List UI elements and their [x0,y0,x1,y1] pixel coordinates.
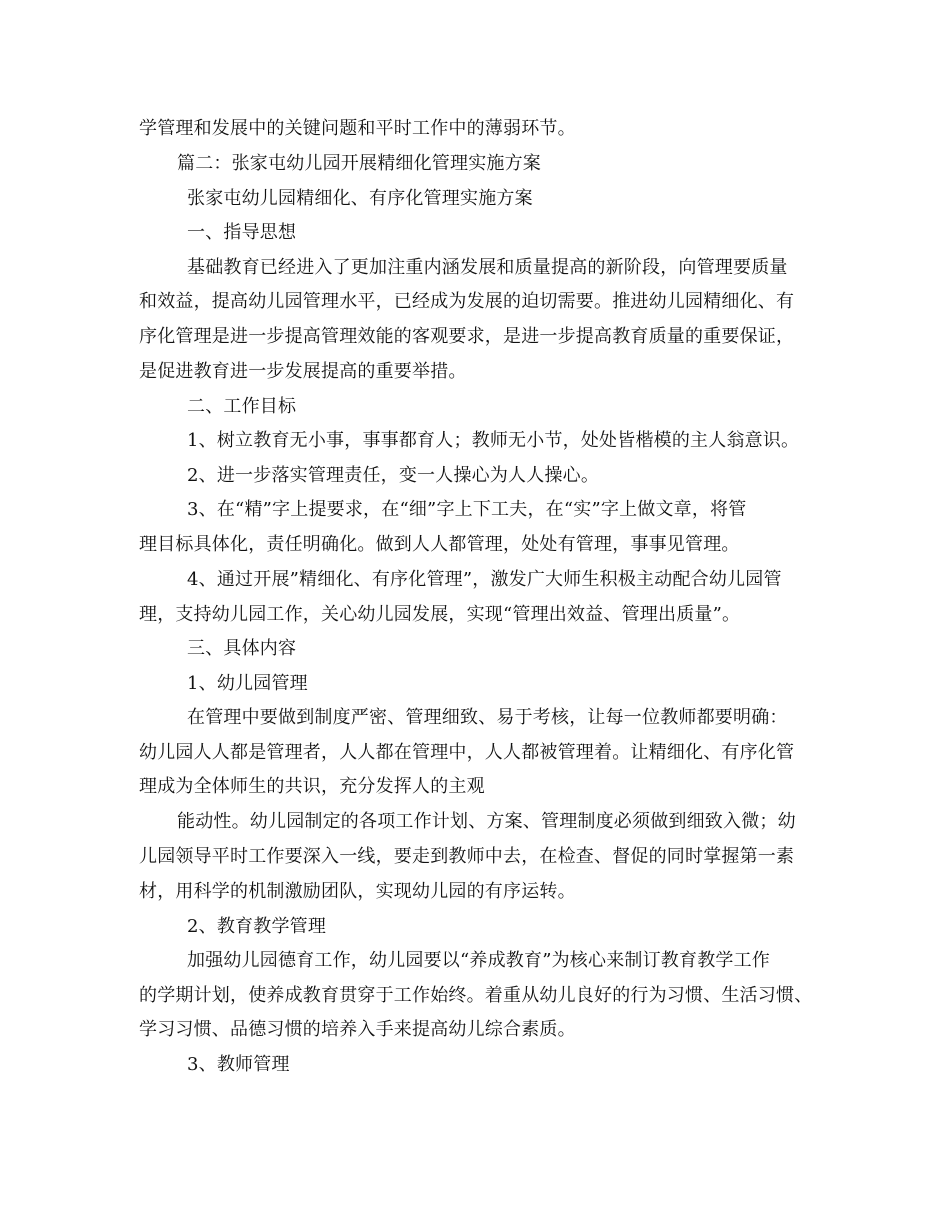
body-text-line: 能动性。幼儿园制定的各项工作计划、方案、管理制度必须做到细致入微；幼 [177,811,796,832]
body-text-line: 基础教育已经进入了更加注重内涵发展和质量提高的新阶段，向管理要质量 [187,257,788,278]
subsection-heading: 2、教育教学管理 [187,916,327,937]
body-text-line: 儿园领导平时工作要深入一线，要走到教师中去，在检查、督促的同时掌握第一素 [139,846,795,867]
body-text-line: 2、进一步落实管理责任，变一人操心为人人操心。 [187,465,600,486]
body-text-line: 是促进教育进一步发展提高的重要举措。 [139,361,467,382]
body-text-line: 理成为全体师生的共识，充分发挥人的主观 [139,776,485,797]
body-text-line: 4、通过开展”精细化、有序化管理”，激发广大师生积极主动配合幼儿园管 [187,569,782,590]
document-title: 张家屯幼儿园精细化、有序化管理实施方案 [187,188,533,209]
body-text-line: 材，用科学的机制激励团队，实现幼儿园的有序运转。 [139,881,576,902]
subsection-heading: 1、幼儿园管理 [187,673,308,694]
section-heading: 一、指导思想 [187,222,297,243]
body-text-line: 学管理和发展中的关键问题和平时工作中的薄弱环节。 [139,118,576,139]
body-text-line: 3、在“精”字上提要求，在“细”字上下工夫，在“实”字上做文章，将管 [187,499,747,520]
section-heading: 三、具体内容 [187,638,297,659]
body-text-line: 1、树立教育无小事，事事都育人；教师无小节，处处皆楷模的主人翁意识。 [187,430,800,451]
body-text-line: 序化管理是进一步提高管理效能的客观要求，是进一步提高教育质量的重要保证， [139,326,795,347]
section-heading: 二、工作目标 [187,396,297,417]
body-text-line: 幼儿园人人都是管理者，人人都在管理中，人人都被管理着。让精细化、有序化管 [139,742,795,763]
body-text-line: 加强幼儿园德育工作，幼儿园要以“养成教育”为核心来制订教育教学工作 [187,950,771,971]
body-text-line: 在管理中要做到制度严密、管理细致、易于考核，让每一位教师都要明确： [187,707,788,728]
section-heading: 篇二：张家屯幼儿园开展精细化管理实施方案 [177,153,541,174]
body-text-line: 学习习惯、品德习惯的培养入手来提高幼儿综合素质。 [139,1019,576,1040]
body-text-line: 和效益，提高幼儿园管理水平，已经成为发展的迫切需要。推进幼儿园精细化、有 [139,291,795,312]
body-text-line: 的学期计划，使养成教育贯穿于工作始终。着重从幼儿良好的行为习惯、生活习惯、 [139,985,813,1006]
subsection-heading: 3、教师管理 [187,1054,290,1075]
body-text-line: 理，支持幼儿园工作，关心幼儿园发展，实现“管理出效益、管理出质量”。 [139,604,741,625]
body-text-line: 理目标具体化，责任明确化。做到人人都管理，处处有管理，事事见管理。 [139,534,740,555]
